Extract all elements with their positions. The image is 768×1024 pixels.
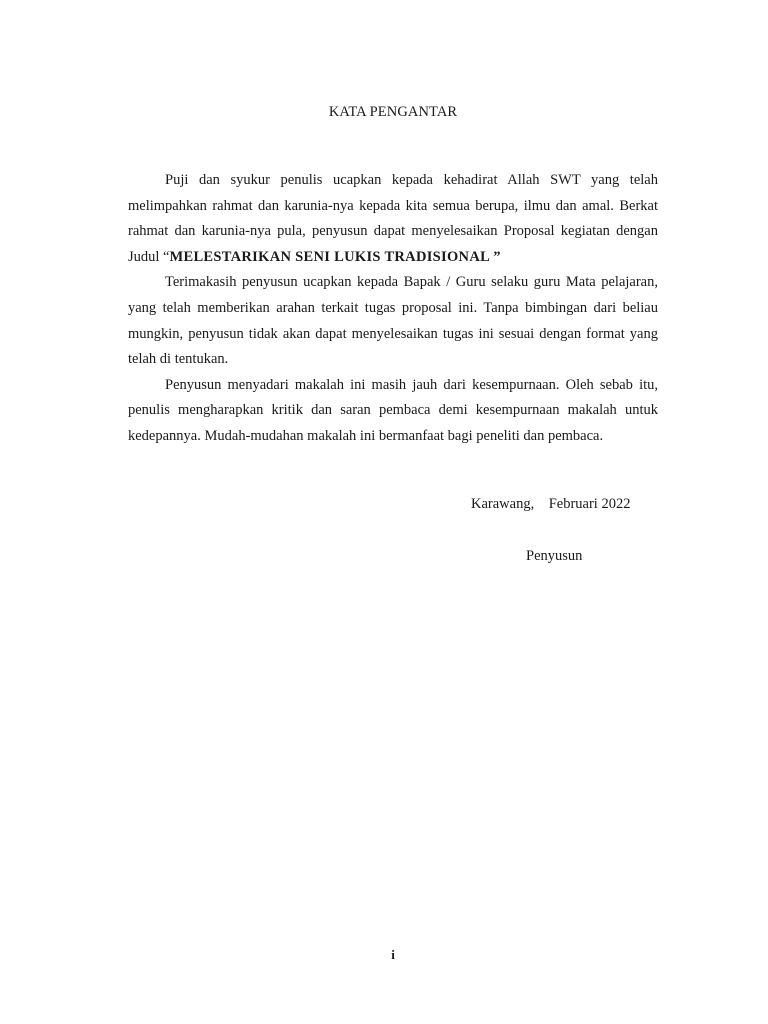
signer-label: Penyusun [526,548,583,564]
page-number: i [391,947,395,962]
paragraph-3: Penyusun menyadari makalah ini masih jauh dari kesempurnaan. Oleh sebab itu, penulis mengharapkan kritik dan saran pembaca demi kesempurnaan makalah untuk kedepannya. Mudah-mudahan makalah ini bermanfaat bagi peneliti dan pembaca. [128,376,658,444]
body-text [128,168,658,450]
proposal-title: MELESTARIKAN SENI LUKIS TRADISIONAL ” [169,248,501,265]
paragraph-2: Terimakasih penyusun ucapkan kepada Bapak / Guru selaku guru Mata pelajaran, yang telah memberikan arahan terkait tugas proposal ini. Tanpa bimbingan dari beliau mungkin, penyusun tidak akan dapat menyelesaikan tugas ini sesuai dengan format yang telah di tentukan. [128,274,658,368]
paragraph-1 [128,168,658,270]
place-date: Karawang, Februari 2022 [471,496,631,512]
page-title: KATA PENGANTAR [328,104,458,120]
paragraph-1-text: Puji dan syukur penulis ucapkan kepada kehadirat Allah SWT yang telah melimpahkan rahmat dan karunia-nya kepada kita semua berupa, ilmu dan amal. Berkat rahmat dan karunia-nya pula, penyusun dapat menyelesaikan Proposal kegiatan dengan Judul “ [128,172,658,265]
